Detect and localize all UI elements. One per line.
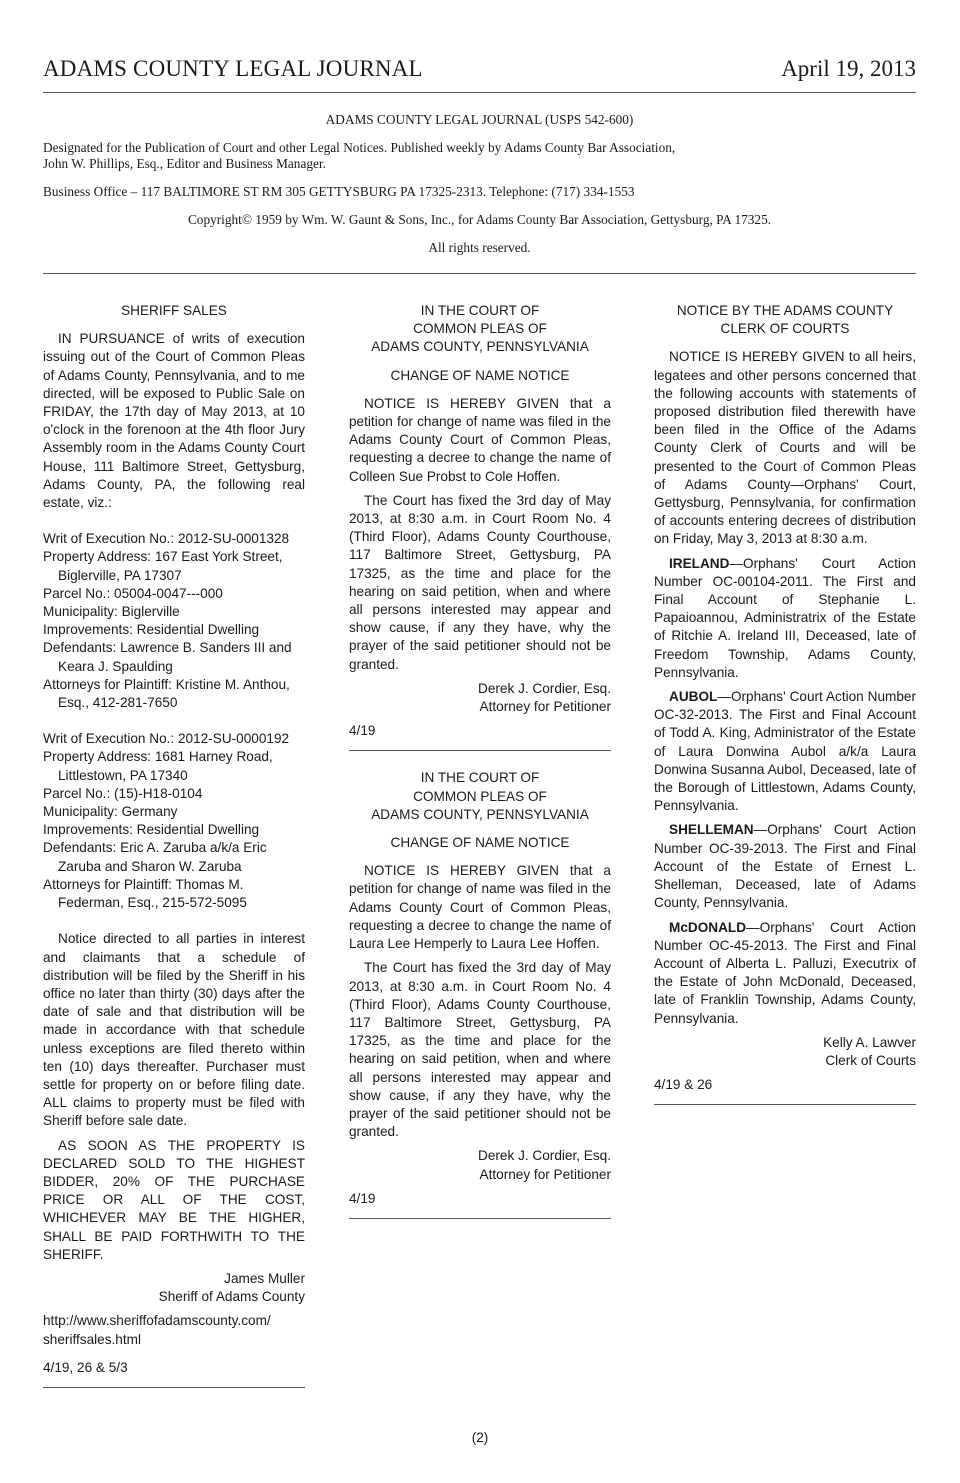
publication-dates: 4/19 xyxy=(349,723,376,739)
estate-details: —Orphans' Court Action Number OC-39-2013. The First and Final Account of the Estate of Ernest L. Shelleman, Deceased, late of Adams County, Pennsylvania. xyxy=(654,822,916,911)
plaintiff-attorneys: Attorneys for Plaintiff: Kristine M. Anthou, Esq., 412-281-7650 xyxy=(43,676,290,711)
clerk-intro: NOTICE IS HEREBY GIVEN to all heirs, legatees and other persons concerned that the following accounts with statements of proposed distribution filed therewith have been filed in the Office of the Adams County Clerk of Courts and will be presented to the Court of Common Pleas of Adams County—Orphans' Court, Gettysburg, Pennsylvania, for confirmation of accounts entering decrees of distribution on Friday, May 3, 2013 at 8:30 a.m. xyxy=(654,349,916,547)
notice-body: NOTICE IS HEREBY GIVEN that a petition for change of name was filed in the Adams County Court of Common Pleas, requesting a decree to change the name of Laura Lee Hemperly to Laura Lee Hoffen. xyxy=(349,863,611,952)
payment-notice: AS SOON AS THE PROPERTY IS DECLARED SOLD TO THE HIGHEST BIDDER, 20% OF THE PURCHASE PRICE OR ALL OF THE COST, WHICHEVER MAY BE THE HIGHER, SHALL BE PAID FORTHWITH TO THE SHERIFF. xyxy=(43,1137,305,1262)
court-heading: ADAMS COUNTY, PENNSYLVANIA xyxy=(371,806,589,822)
writ-number: Writ of Execution No.: 2012-SU-0000192 xyxy=(43,731,290,747)
masthead-title: ADAMS COUNTY LEGAL JOURNAL (USPS 542-600) xyxy=(325,112,634,127)
page-number: (2) xyxy=(471,1430,489,1445)
masthead-rights: All rights reserved. xyxy=(428,240,531,255)
estate-entry xyxy=(654,688,916,815)
estate-details: —Orphans' Court Action Number OC-45-2013. The First and Final Account of Alberta L. Palluzi, Executrix of the Estate of John McDonald, Deceased, late of Franklin Township, Adams County, Pennsylvania. xyxy=(654,919,916,1026)
signer-title: Attorney for Petitioner xyxy=(479,699,611,715)
hearing-details: The Court has fixed the 3rd day of May 2013, at 8:30 a.m. in Court Room No. 4 (Third Floor), Adams County Courthouse, 117 Baltimore Street, Gettysburg, PA 17325, as the time and place for the hearing on said petition, when and where all persons interested may appear and show cause, if any they have, why the prayer of the said petitioner should not be granted. xyxy=(349,492,611,672)
notice-divider xyxy=(654,1104,916,1105)
sheriff-sales-url: http://www.sheriffofadamscounty.com/ sheriffsales.html xyxy=(43,1313,271,1347)
name-change-notice xyxy=(349,302,611,751)
section-heading: NOTICE BY THE ADAMS COUNTY xyxy=(676,303,894,318)
signer-name: Derek J. Cordier, Esq. xyxy=(478,680,611,696)
masthead-designation: Designated for the Publication of Court and other Legal Notices. Published weekly by Adams County Bar Association, xyxy=(43,140,676,155)
property-address: Property Address: 1681 Harney Road, Littlestown, PA 17340 xyxy=(43,749,273,783)
court-heading: IN THE COURT OF xyxy=(420,770,540,786)
estate-details: —Orphans' Court Action Number OC-00104-2011. The First and Final Account of Stephanie L. Papaioannou, Administratrix of the Estate of Ritchie A. Ireland III, Deceased, late of Freedom Township, Adams County, Pennsylvania. xyxy=(654,555,916,680)
writ-entry xyxy=(43,530,305,712)
section-heading: SHERIFF SALES xyxy=(121,303,227,318)
distribution-notice: Notice directed to all parties in interest and claimants that a schedule of distribution will be filed by the Sheriff in his office no later than thirty (30) days after the date of sale and that distribution will be made in accordance with that schedule unless exceptions are filed thereto within ten (10) days thereafter. Purchaser must settle for property on or before filing date. ALL claims to property must be filed with Sheriff before sale date. xyxy=(43,931,305,1129)
signer-name: James Muller xyxy=(224,1270,305,1286)
signer-title: Attorney for Petitioner xyxy=(479,1166,611,1182)
estate-name: IRELAND xyxy=(669,555,730,571)
masthead-divider xyxy=(43,273,916,274)
publication-dates: 4/19 xyxy=(349,1190,376,1206)
notice-heading: CHANGE OF NAME NOTICE xyxy=(390,835,570,851)
plaintiff-attorneys: Attorneys for Plaintiff: Thomas M. Federman, Esq., 215-572-5095 xyxy=(43,876,247,911)
property-address: Property Address: 167 East York Street, Biglerville, PA 17307 xyxy=(43,549,283,583)
estate-name: AUBOL xyxy=(669,689,718,705)
journal-title: ADAMS COUNTY LEGAL JOURNAL xyxy=(43,56,423,81)
name-change-column xyxy=(349,302,611,1219)
masthead-business-office: Business Office – 117 BALTIMORE ST RM 305 GETTYSBURG PA 17325-2313. Telephone: (717) 334-1553 xyxy=(43,184,635,199)
court-heading: ADAMS COUNTY, PENNSYLVANIA xyxy=(371,339,589,355)
signer-title: Sheriff of Adams County xyxy=(158,1289,305,1305)
publication-dates: 4/19 & 26 xyxy=(654,1077,713,1093)
estate-name: SHELLEMAN xyxy=(669,822,754,838)
signer-name: Derek J. Cordier, Esq. xyxy=(478,1148,611,1164)
estate-entry xyxy=(654,821,916,912)
hearing-details: The Court has fixed the 3rd day of May 2013, at 8:30 a.m. in Court Room No. 4 (Third Floor), Adams County Courthouse, 117 Baltimore Street, Gettysburg, PA 17325, as the time and place for the hearing on said petition, when and where all persons interested may appear and show cause, if any they have, why the prayer of the said petitioner should not be granted. xyxy=(349,960,611,1140)
signer-name: Kelly A. Lawver xyxy=(823,1034,916,1050)
masthead-editor: John W. Phillips, Esq., Editor and Business Manager. xyxy=(43,156,326,171)
issue-date: April 19, 2013 xyxy=(781,56,916,81)
defendants: Defendants: Eric A. Zaruba a/k/a Eric Zaruba and Sharon W. Zaruba xyxy=(43,840,267,874)
notice-heading: CHANGE OF NAME NOTICE xyxy=(390,367,570,383)
writ-number: Writ of Execution No.: 2012-SU-0001328 xyxy=(43,531,290,547)
improvements: Improvements: Residential Dwelling xyxy=(43,822,260,838)
defendants: Defendants: Lawrence B. Sanders III and Keara J. Spaulding xyxy=(43,640,292,674)
estate-name: McDONALD xyxy=(669,919,747,935)
court-heading: COMMON PLEAS OF xyxy=(413,321,547,337)
estate-details: —Orphans' Court Action Number OC-32-2013. The First and Final Account of Todd A. King, Administrator of the Estate of Laura Donwina Aubol a/k/a Laura Donwina Susanna Aubol, Deceased, late of the Borough of Littlestown, Adams County, Pennsylvania. xyxy=(654,689,916,814)
notice-divider xyxy=(349,1218,611,1219)
parcel-number: Parcel No.: (15)-H18-0104 xyxy=(43,785,203,801)
notice-divider xyxy=(43,1387,305,1388)
court-heading: IN THE COURT OF xyxy=(420,303,540,318)
publication-dates: 4/19, 26 & 5/3 xyxy=(43,1359,128,1375)
masthead-copyright: Copyright© 1959 by Wm. W. Gaunt & Sons, Inc., for Adams County Bar Association, Gettysburg, PA 17325. xyxy=(187,212,772,227)
notice-body: NOTICE IS HEREBY GIVEN that a petition for change of name was filed in the Adams County Court of Common Pleas, requesting a decree to change the name of Colleen Sue Probst to Cole Hoffen. xyxy=(349,395,611,484)
clerk-notice-column xyxy=(654,302,916,1105)
running-head xyxy=(43,52,916,93)
name-change-notice xyxy=(349,769,611,1218)
sheriff-intro: IN PURSUANCE of writs of execution issuing out of the Court of Common Pleas of Adams County, Pennsylvania, and to me directed, will be exposed to Public Sale on FRIDAY, the 17th day of May 2013, at 10 o'clock in the forenoon at the 4th floor Jury Assembly room in the Adams County Court House, 111 Baltimore Street, Gettysburg, Adams County, PA, the following real estate, viz.: xyxy=(43,331,305,511)
masthead xyxy=(43,112,916,256)
parcel-number: Parcel No.: 05004-0047---000 xyxy=(43,585,223,601)
estate-entry xyxy=(654,919,916,1028)
writ-entry xyxy=(43,730,305,912)
section-heading: CLERK OF COURTS xyxy=(720,321,850,337)
municipality: Municipality: Germany xyxy=(43,804,178,820)
signer-title: Clerk of Courts xyxy=(825,1052,916,1068)
sheriff-sales-column xyxy=(43,302,305,1388)
estate-entry xyxy=(654,555,916,682)
improvements: Improvements: Residential Dwelling xyxy=(43,622,260,638)
municipality: Municipality: Biglerville xyxy=(43,604,180,620)
court-heading: COMMON PLEAS OF xyxy=(413,788,547,804)
